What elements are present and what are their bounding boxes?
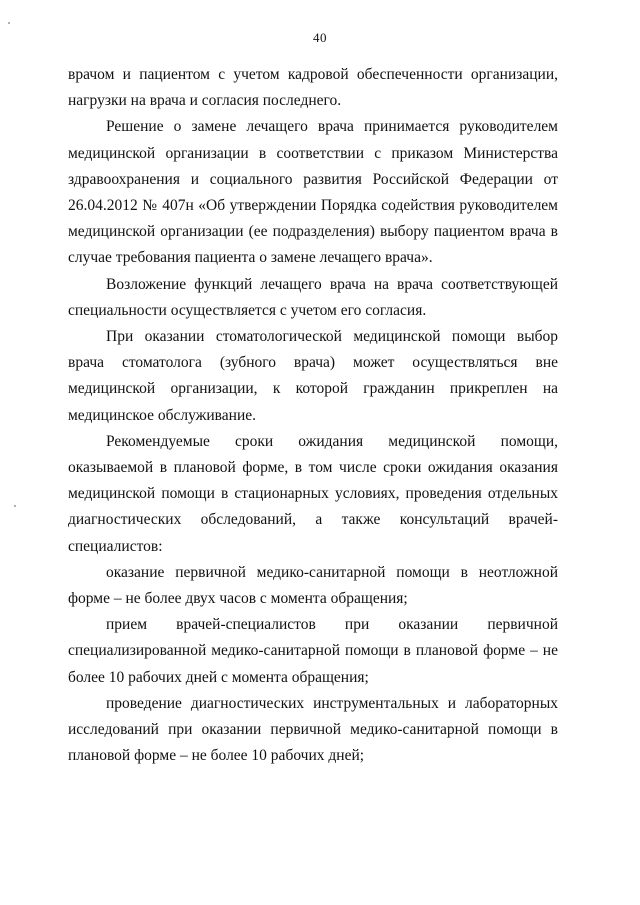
list-item: прием врачей-специалистов при оказании первичной специализированной медико-санитарной помощи в плановой форме – не более 10 рабочих дней с момента обращения;: [68, 616, 558, 686]
list-item: оказание первичной медико-санитарной помощи в неотложной форме – не более двух часов с момента обращения;: [68, 563, 558, 608]
paragraph: Рекомендуемые сроки ожидания медицинской помощи, оказываемой в плановой форме, в том числе сроки ожидания оказания медицинской помощи в стационарных условиях, проведения отдельных диагностических обследований, а также консультаций врачей-специалистов:: [68, 432, 558, 555]
paragraph: врачом и пациентом с учетом кадровой обеспеченности организации, нагрузки на врача и согласия последнего.: [68, 66, 558, 110]
paragraph: Решение о замене лечащего врача принимается руководителем медицинской организации в соответствии с приказом Министерства здравоохранения и социального развития Российской Федерации от 26.04.2012 № 407н «Об утверждении Порядка содействия руководителем медицинской организации (ее подразделения) выбору пациентом врача в случае требования пациента о замене лечащего врача».: [68, 118, 558, 267]
scan-speck: [8, 22, 10, 24]
paragraph: При оказании стоматологической медицинской помощи выбор врача стоматолога (зубного врача) может осуществляться вне медицинской организации, к которой гражданин прикреплен на медицинское обслуживание.: [68, 328, 558, 424]
paragraph: Возложение функций лечащего врача на врача соответствующей специальности осуществляется с учетом его согласия.: [68, 275, 558, 319]
list-item: проведение диагностических инструментальных и лабораторных исследований при оказании первичной медико-санитарной помощи в плановой форме – не более 10 рабочих дней;: [68, 694, 558, 765]
scan-speck: [14, 505, 16, 507]
page-number: 40: [313, 30, 327, 45]
document-body: [68, 62, 558, 769]
